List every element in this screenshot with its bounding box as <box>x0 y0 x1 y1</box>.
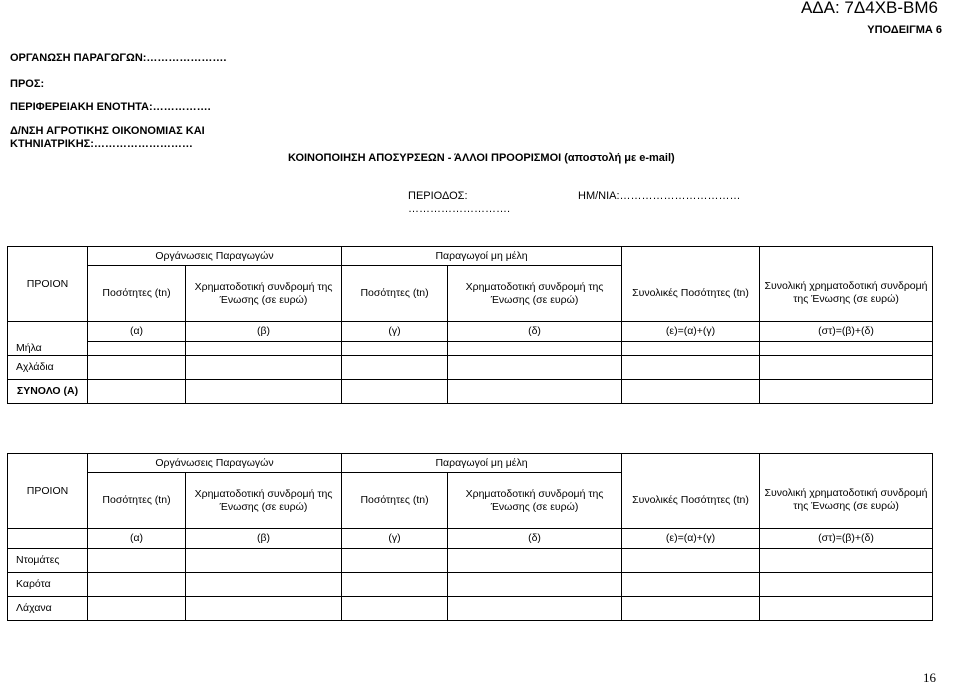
data-cell[interactable] <box>622 356 760 380</box>
header-contrib: Χρηματοδοτική συνδρομή της Ένωσης (σε ευρώ) <box>448 266 622 322</box>
code-cell: (α) <box>88 322 186 342</box>
data-cell[interactable] <box>88 573 186 597</box>
header-blank <box>622 454 760 473</box>
field-dnsi-line2: ΚΤΗΝΙΑΤΡΙΚΗΣ:……………………… <box>10 138 193 150</box>
header-total-contrib: Συνολική χρηματοδοτική συνδρομή της Ένωσης (σε ευρώ) <box>760 266 933 322</box>
data-cell[interactable] <box>88 597 186 621</box>
code-cell: (β) <box>186 322 342 342</box>
data-cell[interactable] <box>448 549 622 573</box>
header-total-qty: Συνολικές Ποσότητες (tn) <box>622 473 760 529</box>
data-cell[interactable] <box>622 380 760 404</box>
header-total-contrib: Συνολική χρηματοδοτική συνδρομή της Ένωσης (σε ευρώ) <box>760 473 933 529</box>
data-cell[interactable] <box>88 380 186 404</box>
field-dnsi-line1: Δ/ΝΣΗ ΑΓΡΟΤΙΚΗΣ ΟΙΚΟΝΟΜΙΑΣ ΚΑΙ <box>10 125 205 137</box>
code-cell: (α) <box>88 529 186 549</box>
data-cell[interactable] <box>186 380 342 404</box>
data-cell[interactable] <box>760 380 933 404</box>
code-cell: (στ)=(β)+(δ) <box>760 529 933 549</box>
data-cell[interactable] <box>622 597 760 621</box>
data-cell[interactable] <box>760 549 933 573</box>
header-product: ΠΡΟΙΟΝ <box>8 454 88 529</box>
data-cell[interactable] <box>760 356 933 380</box>
data-cell[interactable] <box>186 356 342 380</box>
code-cell: (στ)=(β)+(δ) <box>760 322 933 342</box>
date-label: ΗΜ/ΝΙΑ:…………………………… <box>578 190 741 202</box>
data-cell[interactable] <box>186 597 342 621</box>
data-cell[interactable] <box>342 597 448 621</box>
data-cell[interactable] <box>342 356 448 380</box>
data-cell[interactable] <box>88 342 186 356</box>
product-row-label: Μήλα <box>8 342 88 356</box>
period-dots: ………………………. <box>408 203 511 215</box>
template-label: ΥΠΟΔΕΙΓΜΑ 6 <box>867 24 942 36</box>
header-qty: Ποσότητες (tn) <box>342 473 448 529</box>
header-members-group: Παραγωγοί μη μέλη <box>342 247 622 266</box>
data-cell[interactable] <box>88 356 186 380</box>
header-qty: Ποσότητες (tn) <box>88 266 186 322</box>
period-label: ΠΕΡΙΟΔΟΣ: <box>408 190 468 202</box>
data-cell[interactable] <box>760 573 933 597</box>
header-blank <box>622 247 760 266</box>
withdrawals-table-2 <box>7 453 933 621</box>
total-row-label: ΣΥΝΟΛΟ (Α) <box>8 380 88 404</box>
product-row-label: Καρότα <box>8 573 88 597</box>
code-cell: (δ) <box>448 322 622 342</box>
data-cell[interactable] <box>88 549 186 573</box>
header-product: ΠΡΟΙΟΝ <box>8 247 88 322</box>
header-contrib: Χρηματοδοτική συνδρομή της Ένωσης (σε ευρώ) <box>448 473 622 529</box>
data-cell[interactable] <box>448 342 622 356</box>
ada-code: ΑΔΑ: 7Δ4ΧΒ-ΒΜ6 <box>800 0 938 17</box>
code-cell: (δ) <box>448 529 622 549</box>
data-cell[interactable] <box>342 549 448 573</box>
data-cell[interactable] <box>342 573 448 597</box>
header-members-group: Παραγωγοί μη μέλη <box>342 454 622 473</box>
data-cell[interactable] <box>622 342 760 356</box>
blank-cell <box>8 529 88 549</box>
product-row-label: Αχλάδια <box>8 356 88 380</box>
header-contrib: Χρηματοδοτική συνδρομή της Ένωσης (σε ευρώ) <box>186 266 342 322</box>
data-cell[interactable] <box>622 549 760 573</box>
field-pros: ΠΡΟΣ: <box>10 78 45 90</box>
document-title: ΚΟΙΝΟΠΟΙΗΣΗ ΑΠΟΣΥΡΣΕΩΝ - ΆΛΛΟΙ ΠΡΟΟΡΙΣΜΟΙ (αποστολή με e-mail) <box>288 152 675 164</box>
data-cell[interactable] <box>448 597 622 621</box>
product-row-label: Ντομάτες <box>8 549 88 573</box>
code-cell: (ε)=(α)+(γ) <box>622 529 760 549</box>
code-cell: (ε)=(α)+(γ) <box>622 322 760 342</box>
data-cell[interactable] <box>760 597 933 621</box>
code-cell: (γ) <box>342 322 448 342</box>
withdrawals-table-1 <box>7 246 933 404</box>
data-cell[interactable] <box>186 342 342 356</box>
page-number: 16 <box>923 670 936 685</box>
code-cell: (γ) <box>342 529 448 549</box>
code-cell: (β) <box>186 529 342 549</box>
field-perifereiaki: ΠΕΡΙΦΕΡΕΙΑΚΗ ΕΝΟΤΗΤΑ:……………. <box>10 101 211 113</box>
data-cell[interactable] <box>760 342 933 356</box>
data-cell[interactable] <box>342 380 448 404</box>
header-org-group: Οργάνωσεις Παραγωγών <box>88 247 342 266</box>
blank-cell <box>8 322 88 342</box>
data-cell[interactable] <box>622 573 760 597</box>
data-cell[interactable] <box>448 356 622 380</box>
field-organosi: ΟΡΓΑΝΩΣΗ ΠΑΡΑΓΩΓΩΝ:…………………. <box>10 52 227 64</box>
header-blank <box>760 247 933 266</box>
data-cell[interactable] <box>448 573 622 597</box>
product-row-label: Λάχανα <box>8 597 88 621</box>
data-cell[interactable] <box>342 342 448 356</box>
data-cell[interactable] <box>448 380 622 404</box>
data-cell[interactable] <box>186 573 342 597</box>
data-cell[interactable] <box>186 549 342 573</box>
header-qty: Ποσότητες (tn) <box>88 473 186 529</box>
header-blank <box>760 454 933 473</box>
header-contrib: Χρηματοδοτική συνδρομή της Ένωσης (σε ευρώ) <box>186 473 342 529</box>
header-qty: Ποσότητες (tn) <box>342 266 448 322</box>
header-total-qty: Συνολικές Ποσότητες (tn) <box>622 266 760 322</box>
header-org-group: Οργάνωσεις Παραγωγών <box>88 454 342 473</box>
